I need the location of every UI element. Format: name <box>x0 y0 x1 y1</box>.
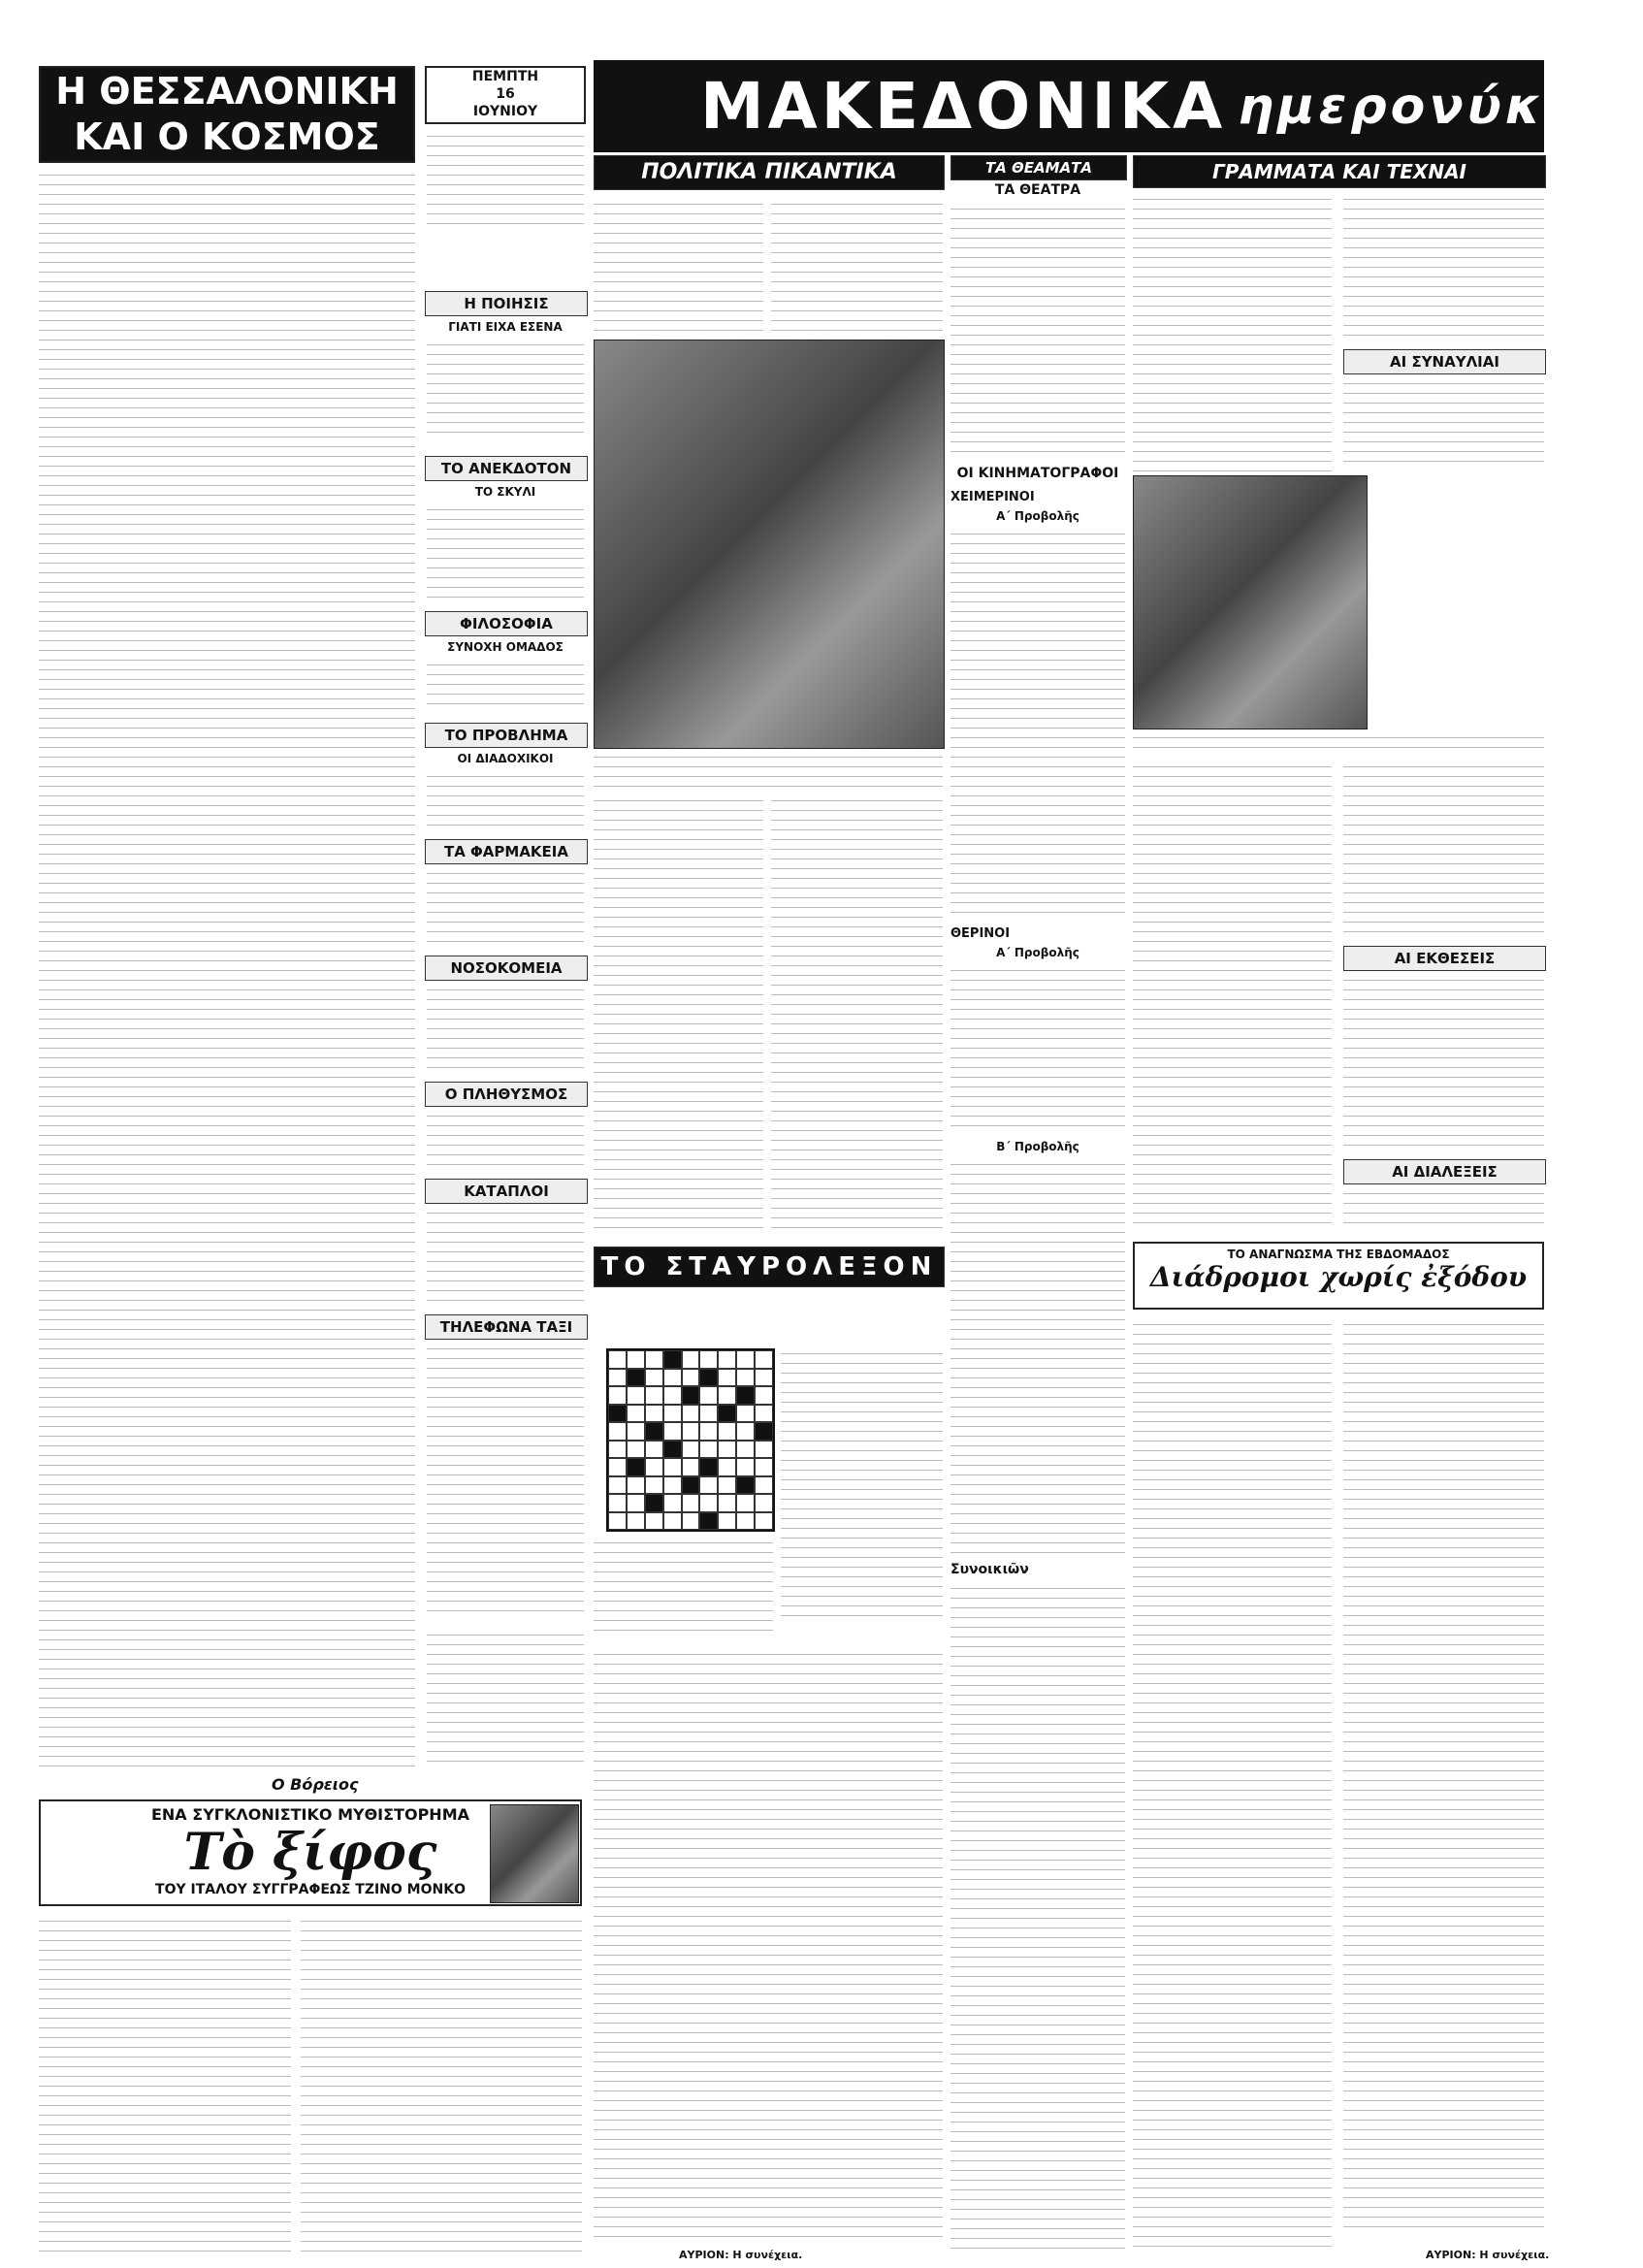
filosofia-sub: ΣΥΝΟΧΗ ΟΜΑΔΟΣ <box>447 640 564 654</box>
ekthesis-header: ΑΙ ΕΚΘΕΣΕΙΣ <box>1343 946 1546 971</box>
serial2-text-right <box>1343 1319 1544 2231</box>
stavrolexon-header: ΤΟ ΣΤΑΥΡΟΛΕΞΟΝ <box>594 1247 945 1287</box>
serial-continued: ΑΥΡΙΟΝ: Η συνέχεια. <box>679 2249 803 2261</box>
politika-photo <box>594 340 945 749</box>
grammata-header: ΓΡΑΜΜΑΤΑ ΚΑΙ ΤΕΧΝΑΙ <box>1133 155 1546 188</box>
nosokomeia-text <box>427 985 584 1072</box>
a-provoli-header: Α΄ Προβολῆς <box>996 509 1079 523</box>
synoikiakoi-text <box>950 1583 1125 2252</box>
crossword-clues-right <box>781 1348 943 1625</box>
serial-title: Τὸ ξίφος <box>183 1823 437 1882</box>
anekdoton-text <box>427 504 584 601</box>
poiisis-text <box>427 340 584 441</box>
nosokomeia-header: ΝΟΣΟΚΟΜΕΙΑ <box>425 956 588 981</box>
farmakeia-header: ΤΑ ΦΑΡΜΑΚΕΙΑ <box>425 839 588 864</box>
grammata-text-right <box>1343 194 1544 340</box>
plithysmos-header: Ο ΠΛΗΘΥΣΜΟΣ <box>425 1082 588 1107</box>
serial-kicker: ΕΝΑ ΣΥΓΚΛΟΝΙΣΤΙΚΟ ΜΥΘΙΣΤΟΡΗΜΑ <box>150 1805 469 1824</box>
left-signature: Ο Βόρειος <box>272 1775 359 1794</box>
crossword-clues-bottom <box>594 1538 773 1635</box>
crossword-grid <box>606 1348 775 1532</box>
plithysmos-text <box>427 1111 584 1169</box>
tilefona-header: ΤΗΛΕΦΩΝΑ ΤΑΞΙ <box>425 1314 588 1340</box>
katapploi-text <box>427 1208 584 1305</box>
politika-text-lower-right <box>771 795 943 1232</box>
a-provoli2-header: Α΄ Προβολῆς <box>996 946 1079 959</box>
filosofia-header: ΦΙΛΟΣΟΦΙΑ <box>425 611 588 636</box>
therinoi-b-text <box>950 1159 1125 1557</box>
serial2-kicker: ΤΟ ΑΝΑΓΝΩΣΜΑ ΤΗΣ ΕΒΔΟΜΑΔΟΣ <box>1227 1247 1450 1261</box>
serial-text-col2 <box>301 1916 582 2255</box>
serial2-text-left <box>1133 1319 1332 2251</box>
serial-text-col1 <box>39 1916 291 2255</box>
kinimatografoi-header: ΟΙ ΚΙΝΗΜΑΤΟΓΡΑΦΟΙ <box>956 466 1119 481</box>
grammata-lower-right-top <box>1343 761 1544 936</box>
b-provoli-header: Β΄ Προβολῆς <box>996 1140 1079 1153</box>
tilefona-text <box>427 1344 584 1615</box>
poiisis-sub: ΓΙΑΤΙ ΕΙΧΑ ΕΣΕΝΑ <box>448 320 563 334</box>
grammata-caption <box>1133 732 1544 757</box>
filosofia-text <box>427 660 584 713</box>
theatra-header: ΤΑ ΘΕΑΤΡΑ <box>994 182 1081 198</box>
masthead-sub: ημερονύκτια <box>1238 77 1643 136</box>
masthead-main: ΜΑΚΕΔΟΝΙΚΑ <box>700 69 1227 144</box>
farmakeia-text <box>427 868 584 946</box>
ekthesis-text <box>1343 975 1544 1150</box>
politika-text-right <box>771 199 943 335</box>
katapploi-header: ΚΑΤΑΠΛΟΙ <box>425 1179 588 1204</box>
date-month: ΙΟΥΝΙΟΥ <box>472 104 538 119</box>
left-title-line1: Η ΘΕΣΣΑΛΟΝΙΚΗ <box>41 68 413 114</box>
politika-header: ΠΟΛΙΤΙΚΑ ΠΙΚΑΝΤΙΚΑ <box>594 155 945 190</box>
theatra-text <box>950 204 1125 461</box>
politika-text-left <box>594 199 763 335</box>
dialexeis-header: ΑΙ ΔΙΑΛΕΞΕΙΣ <box>1343 1159 1546 1184</box>
serial2-continued: ΑΥΡΙΟΝ: Η συνέχεια. <box>1426 2249 1550 2261</box>
grammata-lower-left <box>1133 761 1332 1232</box>
therinoi-a-text <box>950 965 1125 1135</box>
theamata-header: ΤΑ ΘΕΑΜΑΤΑ <box>950 155 1127 180</box>
left-title-box <box>39 66 415 163</box>
left-article-text <box>39 170 415 1775</box>
date-info-text <box>427 131 584 233</box>
provlima-sub: ΟΙ ΔΙΑΔΟΧΙΚΟΙ <box>457 752 554 765</box>
grammata-photo <box>1133 475 1368 729</box>
provlima-text <box>427 771 584 829</box>
masthead <box>594 60 1643 152</box>
date-box <box>425 66 586 124</box>
weekly-text <box>427 1630 584 1766</box>
dialexeis-text <box>1343 1188 1544 1232</box>
serial-illustration <box>490 1804 579 1903</box>
politika-caption <box>594 752 943 791</box>
synaulia-text <box>1343 378 1544 466</box>
date-day: ΠΕΜΠΤΗ <box>471 69 539 84</box>
anekdoton-sub: ΤΟ ΣΚΥΛΙ <box>474 485 536 499</box>
provlima-header: ΤΟ ΠΡΟΒΛΗΜΑ <box>425 723 588 748</box>
synoikiakoi-header: Συνοικιῶν <box>950 1562 1029 1577</box>
xeimerinoi-text <box>950 529 1125 922</box>
serial2-title: Διάδρομοι χωρίς ἐξόδου <box>1149 1261 1528 1293</box>
xeimerinoi-header: ΧΕΙΜΕΡΙΝΟΙ <box>950 490 1035 504</box>
serial-byline: ΤΟΥ ΙΤΑΛΟΥ ΣΥΓΓΡΑΦΕΩΣ ΤΖΙΝΟ ΜΟΝΚΟ <box>155 1882 466 1897</box>
serial2-banner <box>1133 1242 1544 1310</box>
politika-text-lower-left <box>594 795 763 1232</box>
left-title-line2: ΚΑΙ Ο ΚΟΣΜΟΣ <box>41 114 413 159</box>
date-num: 16 <box>496 86 515 102</box>
poiisis-header: Η ΠΟΙΗΣΙΣ <box>425 291 588 316</box>
serial-text-col3 <box>594 1649 943 2246</box>
therinoi-header: ΘΕΡΙΝΟΙ <box>950 926 1011 941</box>
anekdoton-header: ΤΟ ΑΝΕΚΔΟΤΟΝ <box>425 456 588 481</box>
synaulia-header: ΑΙ ΣΥΝΑΥΛΙΑΙ <box>1343 349 1546 374</box>
